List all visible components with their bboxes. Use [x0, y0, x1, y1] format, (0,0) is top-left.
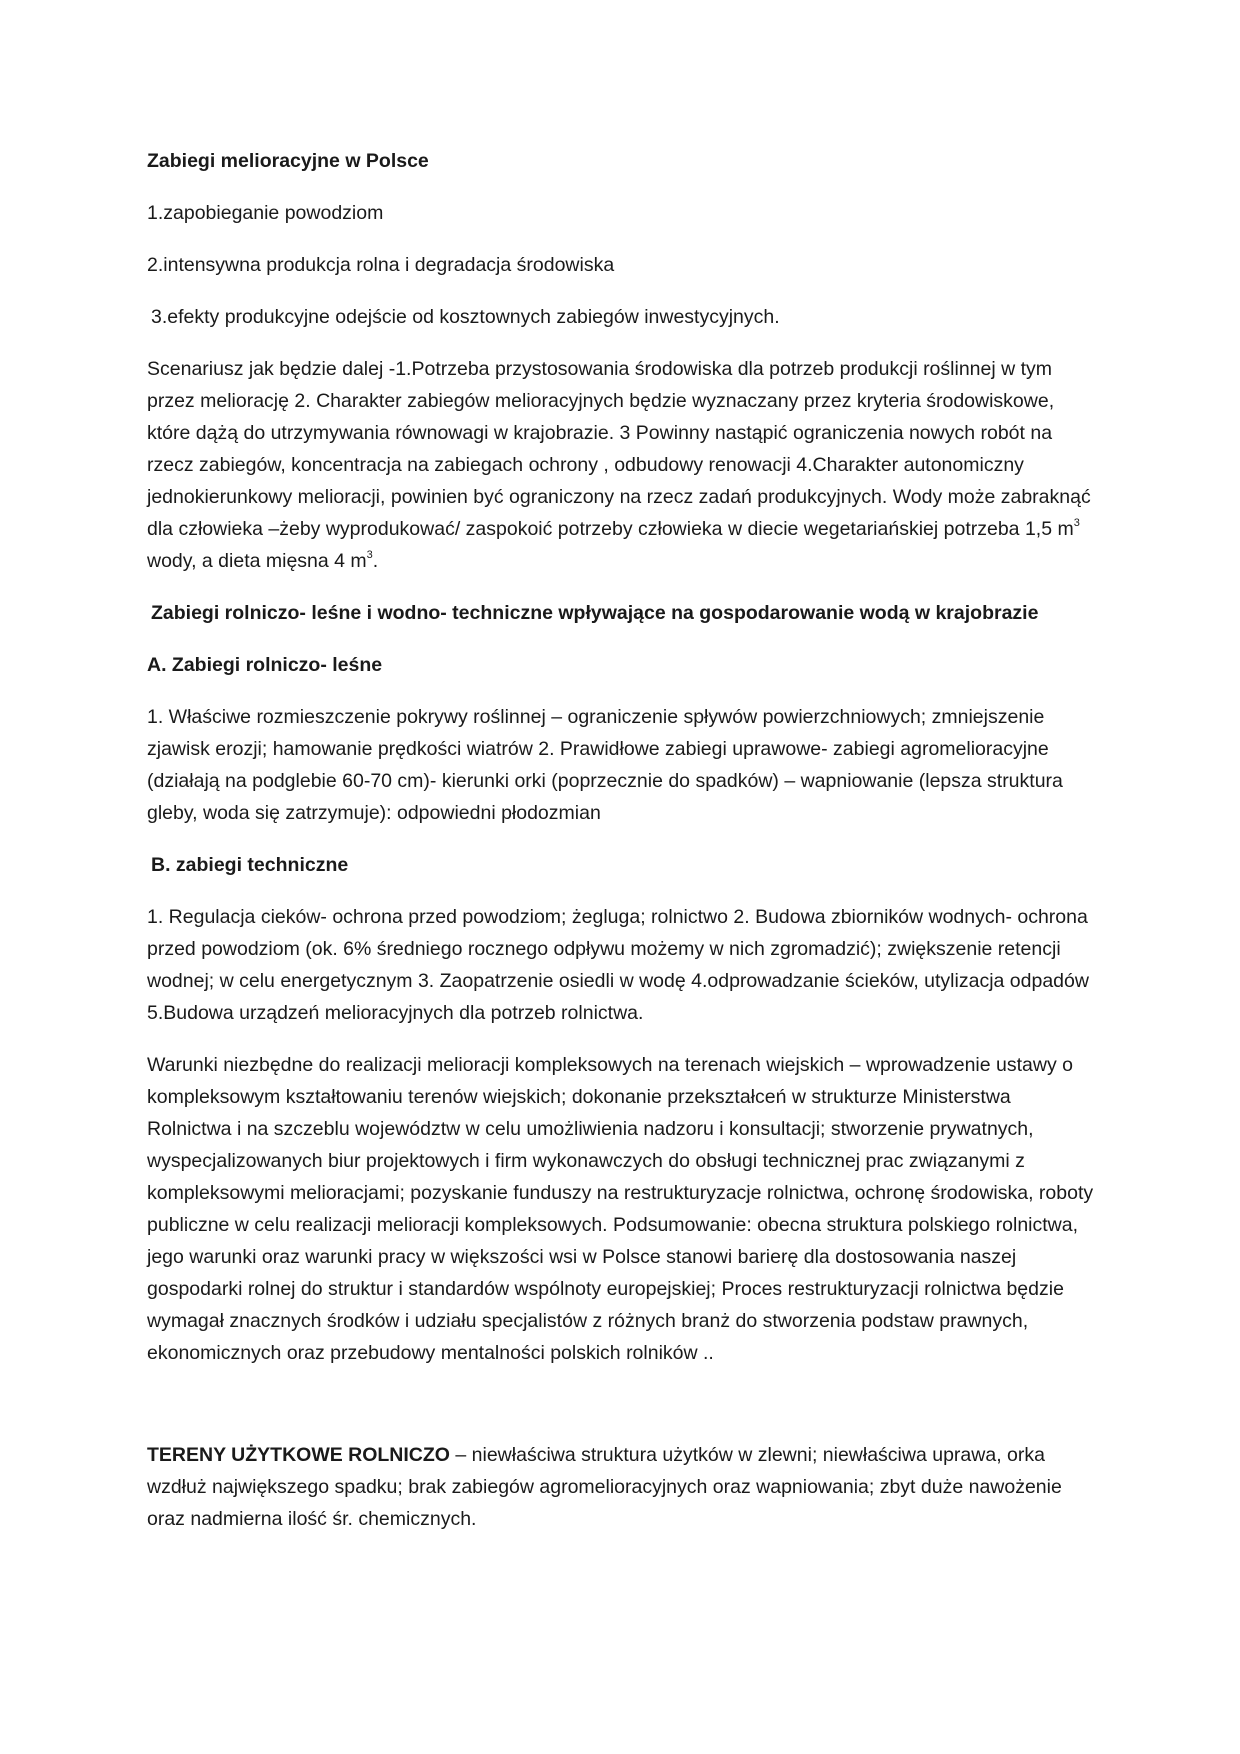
section-a-text: 1. Właściwe rozmieszczenie pokrywy roślinnej – ograniczenie spływów powierzchniowych; zmniejszenie zjawisk erozji; hamowanie prędkości wiatrów 2. Prawidłowe zabiegi uprawowe- zabiegi agromelioracyjne (działają na podglebie 60-70 cm)- kierunki orki (poprzecznie do spadków) – wapniowanie (lepsza struktura gleby, woda się zatrzymuje): odpowiedni płodozmian: [147, 706, 1063, 824]
section-a-title: A. Zabiegi rolniczo- leśne: [147, 654, 383, 676]
document-page: [147, 145, 1095, 1555]
scenario-mid: wody, a dieta mięsna 4 m: [147, 550, 367, 572]
section-b-text: 1. Regulacja cieków- ochrona przed powodziom; żegluga; rolnictwo 2. Budowa zbiorników wodnych- ochrona przed powodziom (ok. 6% średniego rocznego odpływu możemy w nich zgromadzić); zwiększenie retencji wodnej; w celu energetycznym 3. Zaopatrzenie osiedli w wodę 4.odprowadzanie ścieków, utylizacja odpadów 5.Budowa urządzeń melioracyjnych dla potrzeb rolnictwa.: [147, 906, 1089, 1024]
list-item-1: 1.zapobieganie powodziom: [147, 202, 384, 224]
scenario-end: .: [372, 550, 379, 572]
tereny-label: TERENY UŻYTKOWE ROLNICZO: [147, 1444, 450, 1466]
superscript-2: 3: [366, 549, 373, 561]
section-heading: Zabiegi rolniczo- leśne i wodno- techniczne wpływające na gospodarowanie wodą w krajobrazie: [151, 602, 1039, 624]
scenario-paragraph: [147, 353, 1095, 577]
tereny-paragraph: [147, 1439, 1095, 1535]
tereny-text: – niewłaściwa struktura użytków w zlewni; niewłaściwa uprawa, orka wzdłuż największego spadku; brak zabiegów agromelioracyjnych oraz wapniowania; zbyt duże nawożenie oraz nadmierna ilość śr. chemicznych.: [147, 1444, 1062, 1530]
list-item-3: 3.efekty produkcyjne odejście od kosztownych zabiegów inwestycyjnych.: [151, 306, 780, 328]
section-b-title: B. zabiegi techniczne: [151, 854, 349, 876]
conditions-paragraph: Warunki niezbędne do realizacji melioracji kompleksowych na terenach wiejskich – wprowadzenie ustawy o kompleksowym kształtowaniu terenów wiejskich; dokonanie przekształceń w strukturze Ministerstwa Rolnictwa i na szczeblu województw w celu umożliwienia nadzoru i konsultacji; stworzenie prywatnych, wyspecjalizowanych biur projektowych i firm wykonawczych do obsługi technicznej prac związanymi z kompleksowymi melioracjami; pozyskanie funduszy na restrukturyzacje rolnictwa, ochronę środowiska, roboty publiczne w celu realizacji melioracji kompleksowych. Podsumowanie: obecna struktura polskiego rolnictwa, jego warunki oraz warunki pracy w większości wsi w Polsce stanowi barierę dla dostosowania naszej gospodarki rolnej do struktur i standardów wspólnoty europejskiej; Proces restrukturyzacji rolnictwa będzie wymagał znacznych środków i udziału specjalistów z różnych branż do stworzenia podstaw prawnych, ekonomicznych oraz przebudowy mentalności polskich rolników ..: [147, 1054, 1094, 1364]
document-title: Zabiegi melioracyjne w Polsce: [147, 150, 429, 172]
list-item-2: 2.intensywna produkcja rolna i degradacja środowiska: [147, 254, 615, 276]
superscript-1: 3: [1073, 517, 1080, 529]
scenario-text: Scenariusz jak będzie dalej -1.Potrzeba przystosowania środowiska dla potrzeb produkcji roślinnej w tym przez meliorację 2. Charakter zabiegów melioracyjnych będzie wyznaczany przez kryteria środowiskowe, które dążą do utrzymywania równowagi w krajobrazie. 3 Powinny nastąpić ograniczenia nowych robót na rzecz zabiegów, koncentracja na zabiegach ochrony , odbudowy renowacji 4.Charakter autonomiczny jednokierunkowy melioracji, powinien być ograniczony na rzecz zadań produkcyjnych. Wody może zabraknąć dla człowieka –żeby wyprodukować/ zaspokoić potrzeby człowieka w diecie wegetariańskiej potrzeba 1,5 m: [147, 358, 1091, 540]
